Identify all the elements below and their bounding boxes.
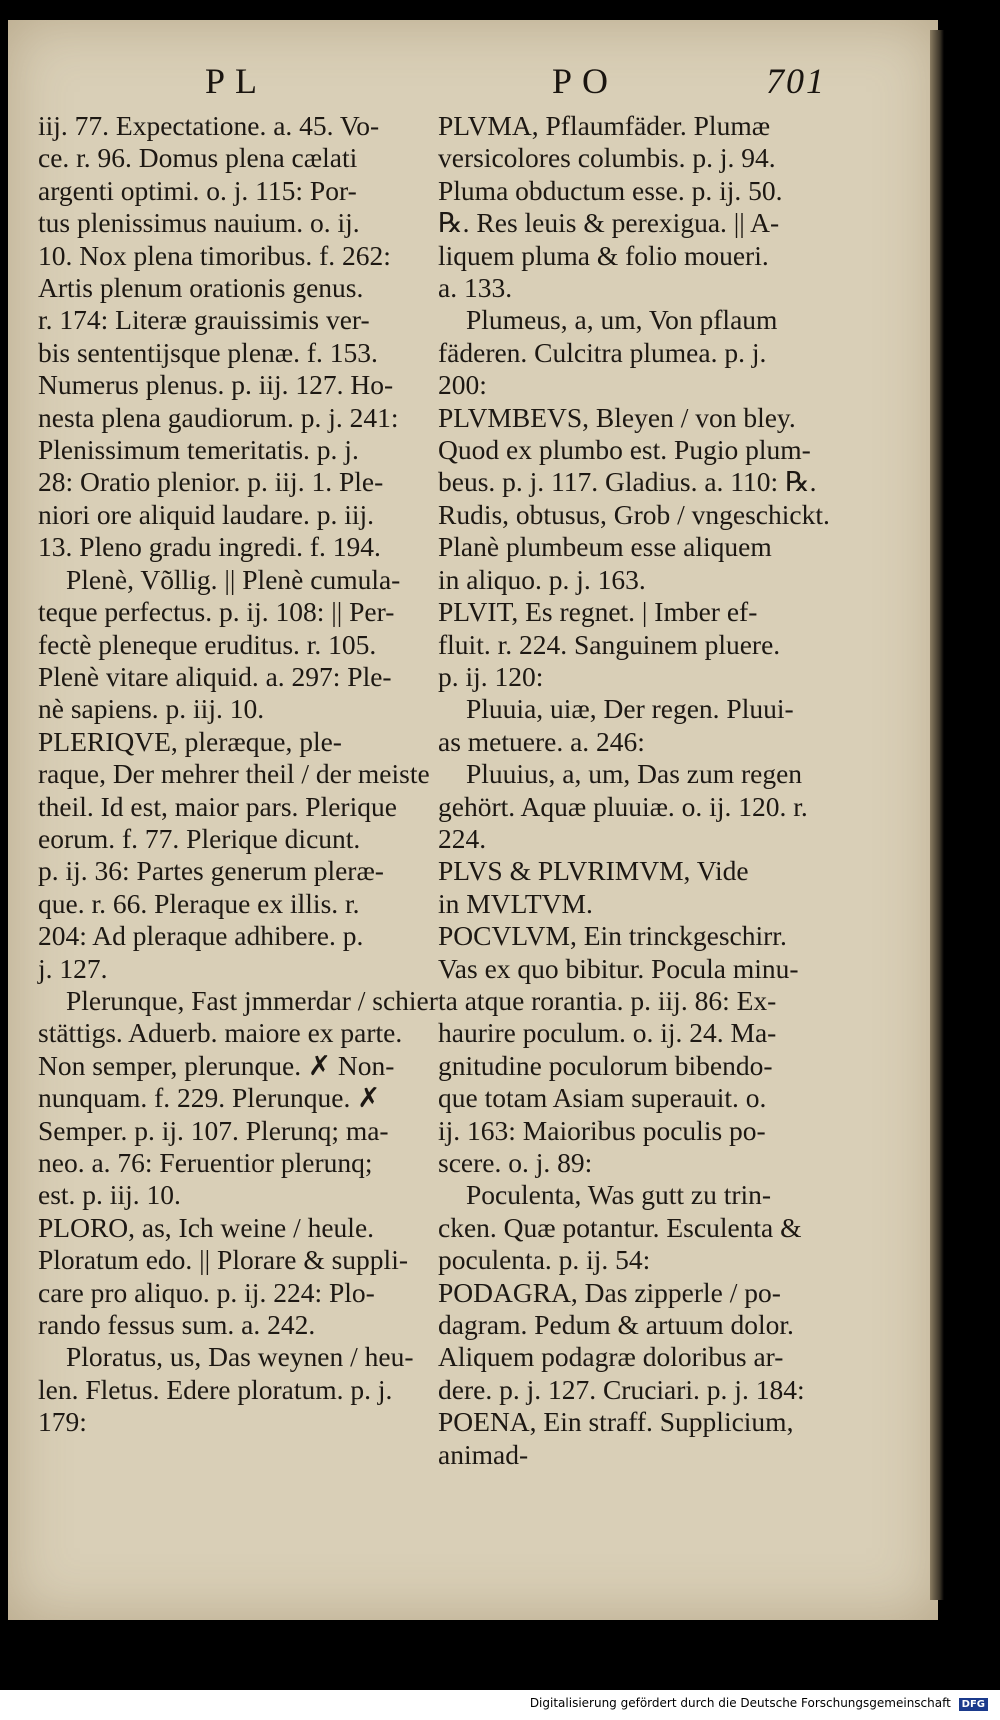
paragraph: PLVMA, Pflaumfäder. Plumæ versicolores columbis. p. j. 94. Pluma obductum esse. p. ij. 50. ℞. Res leuis & perexigua. || A- liquem pluma & folio moueri. a. 133.: [438, 110, 783, 304]
header-center: PO: [552, 61, 619, 101]
paragraph: PLERIQVE, pleræque, ple- raque, Der mehrer theil / der meiste theil. Id est, maior pars. Plerique eorum. f. 77. Plerique dicunt. p. ij. 36: Partes generum pleræ- que. r. 66. Pleraque ex illis. r. 204: Ad pleraque adhibere. p. j. 127.: [38, 725, 430, 984]
paragraph: iij. 77. Expectatione. a. 45. Vo- ce. r. 96. Domus plena cælati argenti optimi. o. j. 115: Por- tus plenissimus nauium. o. ij. 10. Nox plena timoribus. f. 262: Artis plenum orationis genus. r. 174: Literæ grauissimis ver- bis sententijsque plenæ. f. 153. Numerus plenus. p. iij. 127. Ho- nesta plena gaudiorum. p. j. 241: Plenissimum temeritatis. p. j. 28: Oratio plenior. p. iij. 1. Ple- niori ore aliquid laudare. p. iij. 13. Pleno gradu ingredi. f. 194.: [38, 110, 399, 563]
paragraph: Ploratus, us, Das weynen / heu- len. Fletus. Edere ploratum. p. j. 179:: [38, 1341, 414, 1438]
book-spine: [930, 30, 944, 1600]
paragraph: POCVLVM, Ein trinckgeschirr. Vas ex quo bibitur. Pocula minu- ta atque rorantia. p. iij. 86: Ex- haurire poculum. o. ij. 24. Ma- gnitudine poculorum bibendo- que totam Asiam superauit. o. ij. 163: Maioribus poculis po- scere. o. j. 89:: [438, 920, 799, 1178]
paragraph: PLVMBEVS, Bleyen / von bley. Quod ex plumbo est. Pugio plum- beus. p. j. 117. Gladius. a. 110: ℞. Rudis, obtusus, Grob / vngeschickt. Planè plumbeum esse aliquem in aliquo. p. j. 163.: [438, 401, 830, 595]
paragraph: Plerunque, Fast jmmerdar / schier stättigs. Aduerb. maiore ex parte. Non semper, plerunque. ✗ Non- nunquam. f. 229. Plerunque. ✗ Semper. p. ij. 107. Plerunq; ma- neo. a. 76: Feruentior plerunq; est. p. iij. 10.: [38, 984, 438, 1211]
paragraph: Pluuia, uiæ, Der regen. Pluui- as metuere. a. 246:: [438, 693, 794, 757]
paragraph: POENA, Ein straff. Supplicium, animad-: [438, 1406, 794, 1470]
footer-text: Digitalisierung gefördert durch die Deutsche Forschungsgemeinschaft: [529, 1696, 951, 1710]
paragraph: PLORO, as, Ich weine / heule. Ploratum edo. || Plorare & suppli- care pro aliquo. p. ij. 224: Plo- rando fessus sum. a. 242.: [38, 1211, 408, 1341]
left-column: [38, 110, 438, 1439]
paragraph: Poculenta, Was gutt zu trin- cken. Quæ potantur. Esculenta & poculenta. p. ij. 54:: [438, 1179, 802, 1276]
footer: [530, 1696, 988, 1711]
paragraph: Pluuius, a, um, Das zum regen gehört. Aquæ pluuiæ. o. ij. 120. r. 224.: [438, 758, 808, 854]
paragraph: PODAGRA, Das zipperle / po- dagram. Pedum & artuum dolor. Aliquem podagræ doloribus ar- dere. p. j. 127. Cruciari. p. j. 184:: [438, 1276, 805, 1405]
page-number: 701: [766, 61, 826, 101]
dfg-logo: DFG: [959, 1698, 988, 1711]
right-column: [438, 110, 850, 1471]
paragraph: PLVS & PLVRIMVM, Vide in MVLTVM.: [438, 855, 749, 919]
header-left: PL: [205, 61, 268, 101]
paragraph: PLVIT, Es regnet. | Imber ef- fluit. r. 224. Sanguinem pluere. p. ij. 120:: [438, 596, 781, 692]
paragraph: Plenè, Võllig. || Plenè cumula- teque perfectus. p. ij. 108: || Per- fectè pleneque eruditus. r. 105. Plenè vitare aliquid. a. 297: Ple- nè sapiens. p. iij. 10.: [38, 563, 401, 725]
paragraph: Plumeus, a, um, Von pflaum fäderen. Culcitra plumea. p. j. 200:: [438, 304, 778, 401]
